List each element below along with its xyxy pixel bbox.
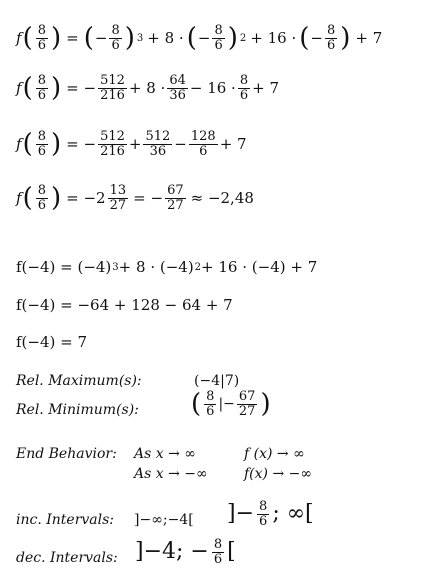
- inc-interval-1: ]−∞;−4[: [134, 512, 194, 528]
- equation-line-3: f ( $\frac{8}{6}$ ) = − $\frac{512}{216}$ + $\frac{512}{36}$ − $\frac{128}{6}$ + 7: [16, 129, 247, 160]
- inc-interval-2: ]− $\frac{8}{6}$ ; ∞[: [227, 499, 314, 529]
- rel-maximum-value: (−4|7): [194, 373, 240, 389]
- function-symbol: f: [16, 29, 22, 48]
- rel-minimum-value: ( $\frac{8}{6}$ |− $\frac{67}{27}$ ): [191, 389, 271, 420]
- fraction-arg: $\frac{8}{6}$: [37, 23, 46, 53]
- end-behavior-res-1: f (x) → ∞: [244, 446, 305, 462]
- paren-close: ): [51, 23, 62, 54]
- exponent-2: 2: [239, 32, 247, 44]
- rel-minimum-label: Rel. Minimum(s):: [16, 402, 139, 418]
- equation-line-1: f ( $\frac{8}{6}$ ) = ( − $\frac{8}{6}$ ) 3 + 8 · ( − $\frac{8}{6}$ ) 2 + 16 · ( − $\frac{8}{6}$ ) + 7: [16, 23, 383, 54]
- inc-intervals-label: inc. Intervals:: [16, 512, 115, 528]
- end-behavior-res-2: f(x) → −∞: [244, 466, 313, 482]
- rel-maximum-label: Rel. Maximum(s):: [16, 373, 142, 389]
- exponent-3: 3: [136, 32, 144, 44]
- end-behavior-cond-2: As x → −∞: [134, 466, 208, 482]
- paren-open: (: [22, 23, 33, 54]
- equation-line-7: f(−4) = 7: [16, 333, 88, 351]
- dec-intervals-label: dec. Intervals:: [16, 550, 118, 566]
- equation-line-6: f(−4) = −64 + 128 − 64 + 7: [16, 296, 233, 314]
- end-behavior-label: End Behavior:: [16, 446, 117, 462]
- equals-sign: =: [66, 29, 79, 48]
- dec-interval: ]−4; − $\frac{8}{6}$ [: [135, 537, 236, 567]
- equation-line-2: f ( $\frac{8}{6}$ ) = − $\frac{512}{216}$ + 8 · $\frac{64}{36}$ − 16 · $\frac{8}{6}$ + 7: [16, 73, 279, 104]
- fraction-term-3: $\frac{8}{6}$: [326, 23, 336, 53]
- equation-line-5: f(−4) = (−4) 3 + 8 · (−4) 2 + 16 · (−4) + 7: [16, 258, 318, 276]
- equation-line-4: f ( $\frac{8}{6}$ ) = −2 $\frac{13}{27}$ = − $\frac{67}{27}$ ≈ −2,48: [16, 183, 254, 214]
- fraction-term-2: $\frac{8}{6}$: [214, 23, 223, 53]
- end-behavior-cond-1: As x → ∞: [134, 446, 196, 462]
- fraction-term-1: $\frac{8}{6}$: [111, 23, 120, 53]
